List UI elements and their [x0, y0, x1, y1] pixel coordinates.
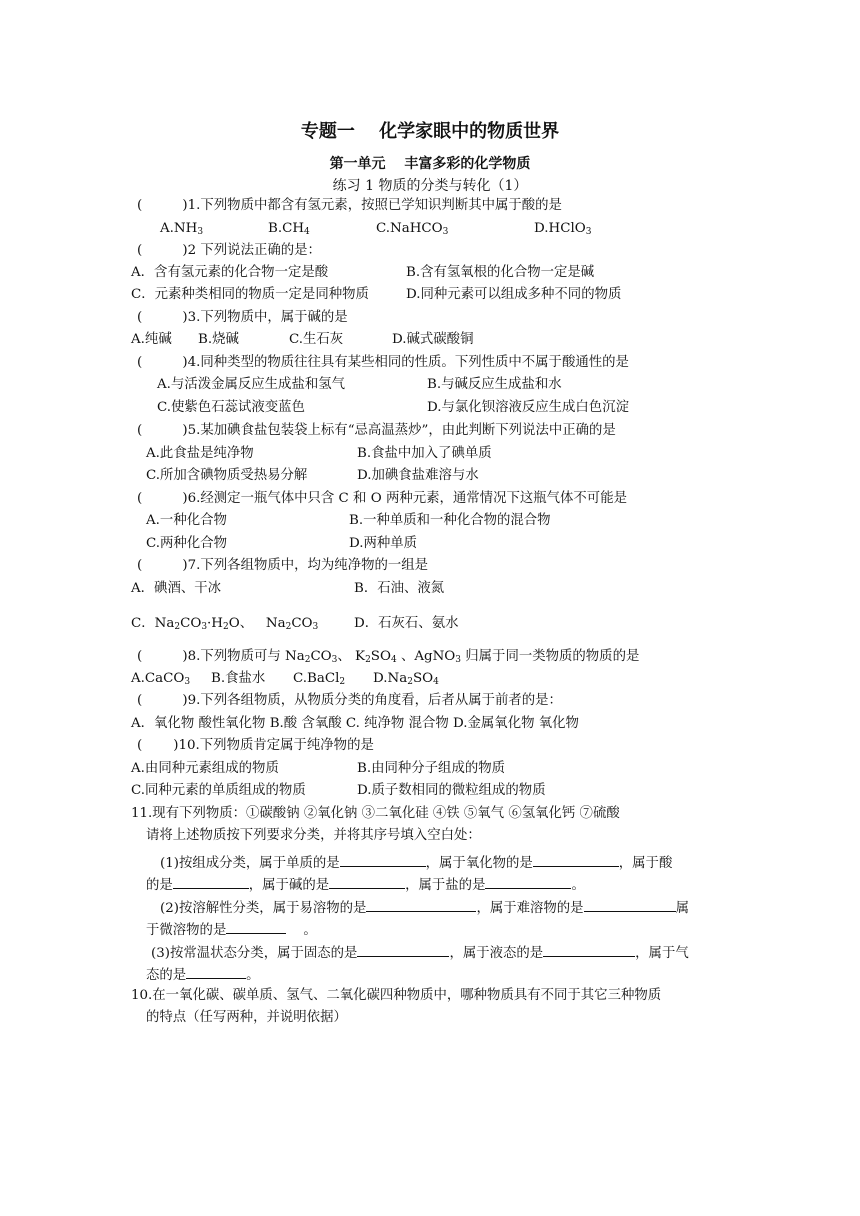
question-1-option-c: C.NaHCO$_3$ [376, 221, 449, 237]
question-1-stem: ( )1.下列物质中都含有氢元素，按照已学知识判断其中属于酸的是 [137, 198, 562, 213]
answer-blank[interactable] [329, 874, 405, 889]
question-5-option-b: B.食盐中加入了碘单质 [357, 446, 492, 461]
answer-blank[interactable] [543, 942, 635, 957]
unit-title: 第一单元 丰富多彩的化学物质 [329, 156, 531, 172]
question-7-option-a: A．碘酒、干冰 [131, 581, 222, 596]
question-7-option-b: B．石油、液氮 [354, 581, 445, 596]
question-6-option-c: C.两种化合物 [146, 536, 227, 551]
question-4-option-d: D.与氯化钡溶液反应生成白色沉淀 [427, 400, 629, 415]
question-12-line-1: 10.在一氧化碳、碳单质、氢气、二氧化碳四种物质中，哪种物质具有不同于其它三种物质 [131, 988, 662, 1003]
question-8-option-c: C.BaCl$_2$ [293, 671, 346, 687]
question-8-option-b: B.食盐水 [211, 671, 266, 686]
answer-blank[interactable] [584, 897, 676, 912]
question-5-option-d: D.加碘食盐难溶与水 [357, 468, 479, 483]
question-3-option-d: D.碱式碳酸铜 [392, 332, 474, 347]
question-3-option-c: C.生石灰 [289, 332, 344, 347]
question-2-option-d: D.同种元素可以组成多种不同的物质 [406, 287, 622, 302]
question-5-stem: ( )5.某加碘食盐包装袋上标有“忌高温蒸炒”，由此判断下列说法中正确的是 [137, 423, 616, 438]
exercise-title: 练习 1 物质的分类与转化（1） [332, 178, 528, 194]
question-10-option-d: D.质子数相同的微粒组成的物质 [357, 783, 546, 798]
question-4-stem: ( )4.同种类型的物质往往具有某些相同的性质。下列性质中不属于酸通性的是 [137, 355, 629, 370]
question-10-option-b: B.由同种分子组成的物质 [357, 761, 506, 776]
question-5-option-c: C.所加含碘物质受热易分解 [146, 468, 308, 483]
question-7-option-d: D．石灰石、氨水 [354, 616, 459, 631]
answer-blank[interactable] [340, 852, 426, 867]
question-9-options: A．氧化物 酸性氧化物 B.酸 含氧酸 C. 纯净物 混合物 D.金属氧化物 氧化物 [131, 716, 579, 731]
question-10-option-a: A.由同种元素组成的物质 [131, 761, 279, 776]
question-9-stem: ( )9.下列各组物质，从物质分类的角度看，后者从属于前者的是： [137, 693, 562, 708]
answer-blank[interactable] [533, 852, 619, 867]
question-2-stem: ( )2 下列说法正确的是： [137, 243, 321, 258]
question-3-option-b: B.烧碱 [198, 332, 239, 347]
page-title: 专题一 化学家眼中的物质世界 [300, 121, 560, 142]
question-6-option-a: A.一种化合物 [146, 513, 227, 528]
question-8-stem: ( )8.下列物质可与 $Na_2CO_3$、 $K_2SO_4$ 、AgNO$_3$ 归属于同一类物质的物质的是 [137, 649, 640, 665]
question-1-option-a: $A.NH_3$ [160, 221, 204, 237]
question-11-part-3-line-2: 态的是 。 [146, 964, 260, 985]
question-5-option-a: A.此食盐是纯净物 [146, 446, 254, 461]
answer-blank[interactable] [173, 874, 249, 889]
question-4-option-b: B.与碱反应生成盐和水 [427, 377, 562, 392]
question-8-option-a: A.CaCO$_3$ [131, 671, 191, 687]
answer-blank[interactable] [226, 919, 286, 934]
question-2-option-a: A．含有氢元素的化合物一定是酸 [131, 265, 329, 280]
question-10-option-c: C.同种元素的单质组成的物质 [131, 783, 306, 798]
question-11-stem: 11.现有下列物质：①碳酸钠 ②氧化钠 ③二氧化硅 ④铁 ⑤氧气 ⑥氢氧化钙 ⑦硫酸 [131, 806, 620, 821]
question-6-option-d: D.两种单质 [349, 536, 418, 551]
question-11-part-3-line-1: (3)按常温状态分类，属于固态的是 ，属于液态的是 ，属于气 [151, 942, 689, 963]
question-11-part-1-line-1: (1)按组成分类，属于单质的是 ，属于氧化物的是 ，属于酸 [160, 852, 672, 873]
answer-blank[interactable] [186, 964, 246, 979]
answer-blank[interactable] [485, 874, 571, 889]
question-6-stem: ( )6.经测定一瓶气体中只含 C 和 O 两种元素，通常情况下这瓶气体不可能是 [137, 491, 627, 506]
answer-blank[interactable] [366, 897, 476, 912]
question-1-option-d: D.HClO$_3$ [534, 221, 592, 237]
question-2-option-b: B.含有氢氧根的化合物一定是碱 [406, 265, 595, 280]
question-6-option-b: B.一种单质和一种化合物的混合物 [349, 513, 551, 528]
question-4-option-c: C.使紫色石蕊试液变蓝色 [157, 400, 305, 415]
question-2-option-c: C．元素种类相同的物质一定是同种物质 [131, 287, 369, 302]
question-11-part-1-line-2: 的是 ，属于碱的是 ，属于盐的是 。 [146, 874, 585, 895]
question-10-stem: ( )10.下列物质肯定属于纯净物的是 [137, 738, 374, 753]
question-11-part-2-line-1: (2)按溶解性分类，属于易溶物的是 ，属于难溶物的是 属 [160, 897, 689, 918]
answer-blank[interactable] [357, 942, 449, 957]
question-7-option-c: C．$Na_2CO_3\cdot H_2O$、 $Na_2CO_3$ [131, 616, 319, 632]
question-1-option-b: $B.CH_4$ [268, 221, 310, 237]
question-7-stem: ( )7.下列各组物质中，均为纯净物的一组是 [137, 558, 429, 573]
question-3-stem: ( )3.下列物质中，属于碱的是 [137, 310, 348, 325]
question-3-option-a: A.纯碱 [131, 332, 172, 347]
question-11-part-2-line-2: 于微溶物的是 。 [146, 919, 317, 940]
question-11-instruction: 请将上述物质按下列要求分类，并将其序号填入空白处： [146, 828, 481, 843]
question-4-option-a: A.与活泼金属反应生成盐和氢气 [157, 377, 346, 392]
question-8-option-d: $D.Na_2SO_4$ [373, 671, 439, 687]
question-12-line-2: 的特点（任写两种，并说明依据） [146, 1010, 347, 1025]
